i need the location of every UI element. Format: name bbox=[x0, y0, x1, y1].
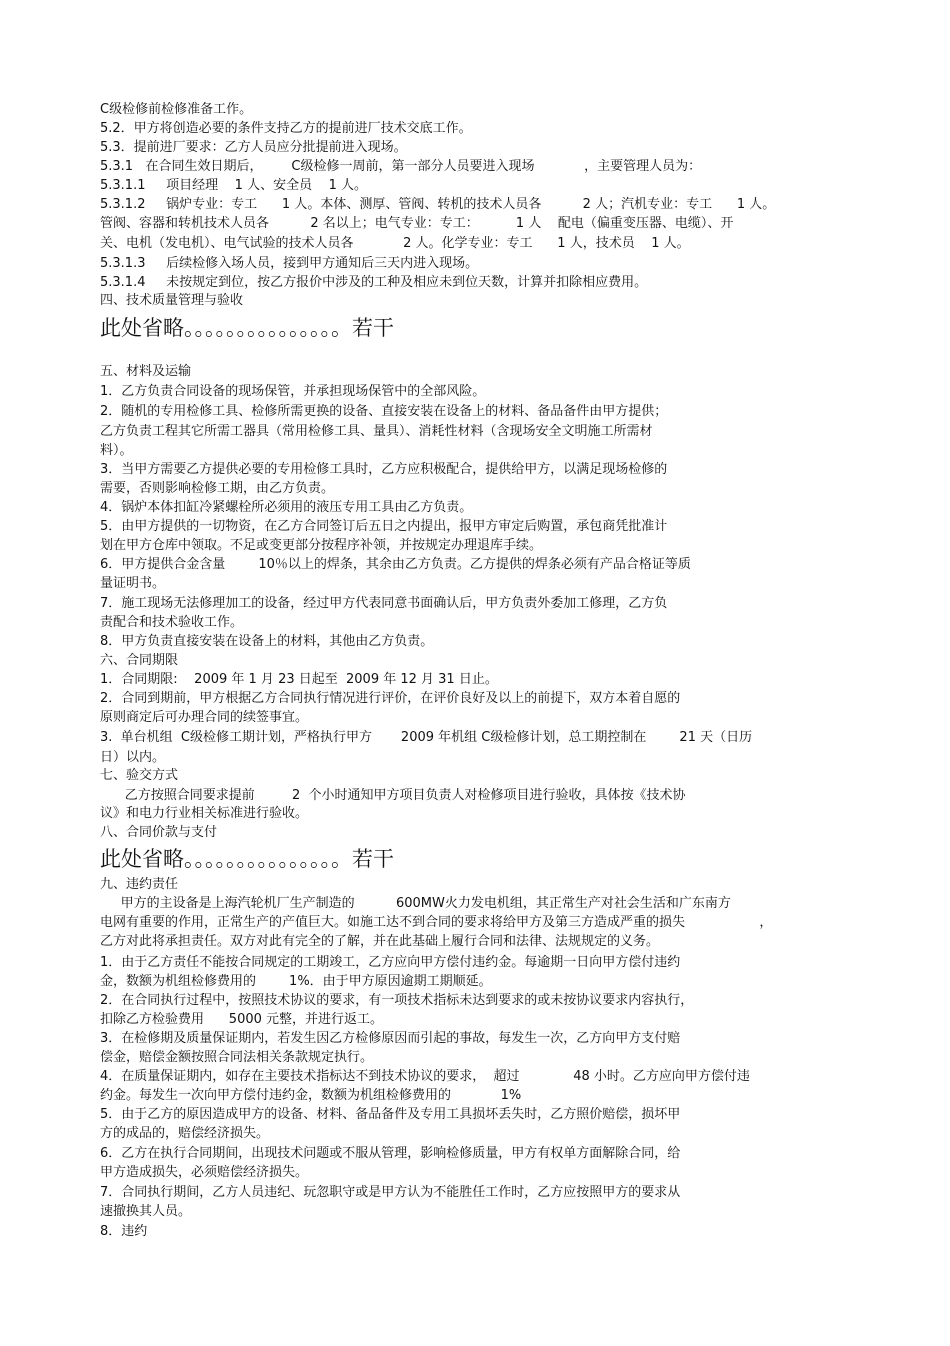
text-line: 甲方的主设备是上海汽轮机厂生产制造的 600MW火力发电机组，其正常生产对社会生活和广东南方 bbox=[100, 896, 731, 911]
text-line: 量证明书。 bbox=[100, 576, 166, 591]
text-line: 8．违约 bbox=[100, 1224, 148, 1239]
text-line: 日）以内。 bbox=[100, 750, 166, 765]
text-line: 5.3.1.4 未按规定到位，按乙方报价中涉及的工种及相应未到位天数，计算并扣除相应费用。 bbox=[100, 275, 648, 290]
text-line: 4．锅炉本体扣缸冷紧螺栓所必须用的液压专用工具由乙方负责。 bbox=[100, 500, 473, 515]
text-line: 3．当甲方需要乙方提供必要的专用检修工具时，乙方应积极配合，提供给甲方，以满足现场检修的 bbox=[100, 462, 668, 477]
section-heading: 九、违约责任 bbox=[100, 877, 179, 892]
section-heading: 四、技术质量管理与验收 bbox=[100, 293, 244, 308]
text-line: 约金。每发生一次向甲方偿付违约金，数额为机组检修费用的 1% bbox=[100, 1088, 522, 1103]
text-line: 方的成品的，赔偿经济损失。 bbox=[100, 1126, 270, 1141]
text-line: 2．在合同执行过程中，按照技术协议的要求，有一项技术指标未达到要求的或未按协议要求内容执行， bbox=[100, 993, 694, 1008]
text-line: 划在甲方仓库中领取。不足或变更部分按程序补领，并按规定办理退库手续。 bbox=[100, 538, 543, 553]
text-line: 乙方负责工程其它所需工器具（常用检修工具、量具）、消耗性材料（含现场安全文明施工所需材 bbox=[100, 424, 653, 439]
text-line: 1．由于乙方责任不能按合同规定的工期竣工，乙方应向甲方偿付违约金。每逾期一日向甲方偿付违约 bbox=[100, 955, 681, 970]
text-line: C级检修前检修准备工作。 bbox=[100, 102, 253, 117]
text-line: 管阀、容器和转机技术人员各 2 名以上；电气专业：专工： 1 人 配电（偏重变压器、电缆）、开 bbox=[100, 216, 734, 231]
section-heading: 六、合同期限 bbox=[100, 653, 179, 668]
text-line: 5．由甲方提供的一切物资，在乙方合同签订后五日之内提出，报甲方审定后购置，承包商凭批准计 bbox=[100, 519, 668, 534]
section-heading: 八、合同价款与支付 bbox=[100, 825, 218, 840]
text-line: 扣除乙方检验费用 5000 元整，并进行返工。 bbox=[100, 1012, 384, 1027]
text-line: 7．施工现场无法修理加工的设备，经过甲方代表同意书面确认后，甲方负责外委加工修理，乙方负 bbox=[100, 596, 668, 611]
text-line: 偿金，赔偿金额按照合同法相关条款规定执行。 bbox=[100, 1050, 374, 1065]
text-line: 5.3.1 在合同生效日期后， C级检修一周前，第一部分人员要进入现场 ，主要管理人员为： bbox=[100, 159, 702, 174]
text-line: 议》和电力行业相关标准进行验收。 bbox=[100, 806, 309, 821]
text-line: 原则商定后可办理合同的续签事宜。 bbox=[100, 710, 309, 725]
text-line: 关、电机（发电机）、电气试验的技术人员各 2 人。化学专业：专工 1 人，技术员 1 人。 bbox=[100, 236, 690, 251]
text-line: 乙方对此将承担责任。双方对此有完全的了解，并在此基础上履行合同和法律、法规规定的义务。 bbox=[100, 934, 660, 949]
text-line: 6．甲方提供合金含量 10％以上的焊条，其余由乙方负责。乙方提供的焊条必须有产品合格证等质 bbox=[100, 557, 691, 572]
text-line: 5．由于乙方的原因造成甲方的设备、材料、备品备件及专用工具损坏丢失时，乙方照价赔偿，损坏甲 bbox=[100, 1107, 681, 1122]
text-line: 金，数额为机组检修费用的 1%．由于甲方原因逾期工期顺延。 bbox=[100, 974, 492, 989]
text-line: 1．合同期限: 2009 年 1 月 23 日起至 2009 年 12 月 31 日止。 bbox=[100, 672, 498, 687]
section-heading: 七、验交方式 bbox=[100, 768, 179, 783]
text-line: 速撤换其人员。 bbox=[100, 1204, 192, 1219]
section-heading: 五、材料及运输 bbox=[100, 364, 192, 379]
omitted-note: 此处省略。。。。。。。。。。。。。。。若干 bbox=[100, 316, 394, 340]
text-line: 6．乙方在执行合同期间，出现技术问题或不服从管理，影响检修质量，甲方有权单方面解除合同，给 bbox=[100, 1146, 681, 1161]
text-line: 2．随机的专用检修工具、检修所需更换的设备、直接安装在设备上的材料、备品备件由甲方提供； bbox=[100, 404, 668, 419]
text-line: 乙方按照合同要求提前 2 个小时通知甲方项目负责人对检修项目进行验收，具体按《技术协 bbox=[100, 788, 686, 803]
text-line: 5.3．提前进厂要求：乙方人员应分批提前进入现场。 bbox=[100, 140, 407, 155]
text-line: 3. 单台机组 C级检修工期计划，严格执行甲方 2009 年机组 C级检修计划，总工期控制在 21 天（日历 bbox=[100, 730, 753, 745]
text-line: 3．在检修期及质量保证期内，若发生因乙方检修原因而引起的事故，每发生一次，乙方向甲方支付赔 bbox=[100, 1031, 681, 1046]
text-line: 5.3.1.2 锅炉专业：专工 1 人。本体、测厚、管阀、转机的技术人员各 2 人；汽机专业：专工 1 人。 bbox=[100, 197, 776, 212]
text-line: 8．甲方负责直接安装在设备上的材料，其他由乙方负责。 bbox=[100, 634, 434, 649]
text-line: 7．合同执行期间，乙方人员违纪、玩忽职守或是甲方认为不能胜任工作时，乙方应按照甲方的要求从 bbox=[100, 1185, 681, 1200]
text-line: 5.3.1.1 项目经理 1 人、安全员 1 人。 bbox=[100, 178, 368, 193]
text-line: 5.3.1.3 后续检修入场人员，接到甲方通知后三天内进入现场。 bbox=[100, 256, 479, 271]
text-line: 电网有重要的作用，正常生产的产值巨大。如施工达不到合同的要求将给甲方及第三方造成严重的损失 ， bbox=[100, 915, 773, 930]
text-line: 4．在质量保证期内，如存在主要技术指标达不到技术协议的要求， 超过 48 小时。乙方应向甲方偿付违 bbox=[100, 1069, 750, 1084]
text-line: 需要，否则影响检修工期，由乙方负责。 bbox=[100, 481, 335, 496]
omitted-note: 此处省略。。。。。。。。。。。。。。。若干 bbox=[100, 847, 394, 871]
text-line: 5.2．甲方将创造必要的条件支持乙方的提前进厂技术交底工作。 bbox=[100, 121, 472, 136]
text-line: 2．合同到期前，甲方根据乙方合同执行情况进行评价，在评价良好及以上的前提下，双方本着自愿的 bbox=[100, 691, 681, 706]
text-line: 责配合和技术验收工作。 bbox=[100, 615, 244, 630]
text-line: 料）。 bbox=[100, 443, 133, 458]
text-line: 甲方造成损失，必须赔偿经济损失。 bbox=[100, 1165, 309, 1180]
text-line: 1．乙方负责合同设备的现场保管，并承担现场保管中的全部风险。 bbox=[100, 384, 486, 399]
